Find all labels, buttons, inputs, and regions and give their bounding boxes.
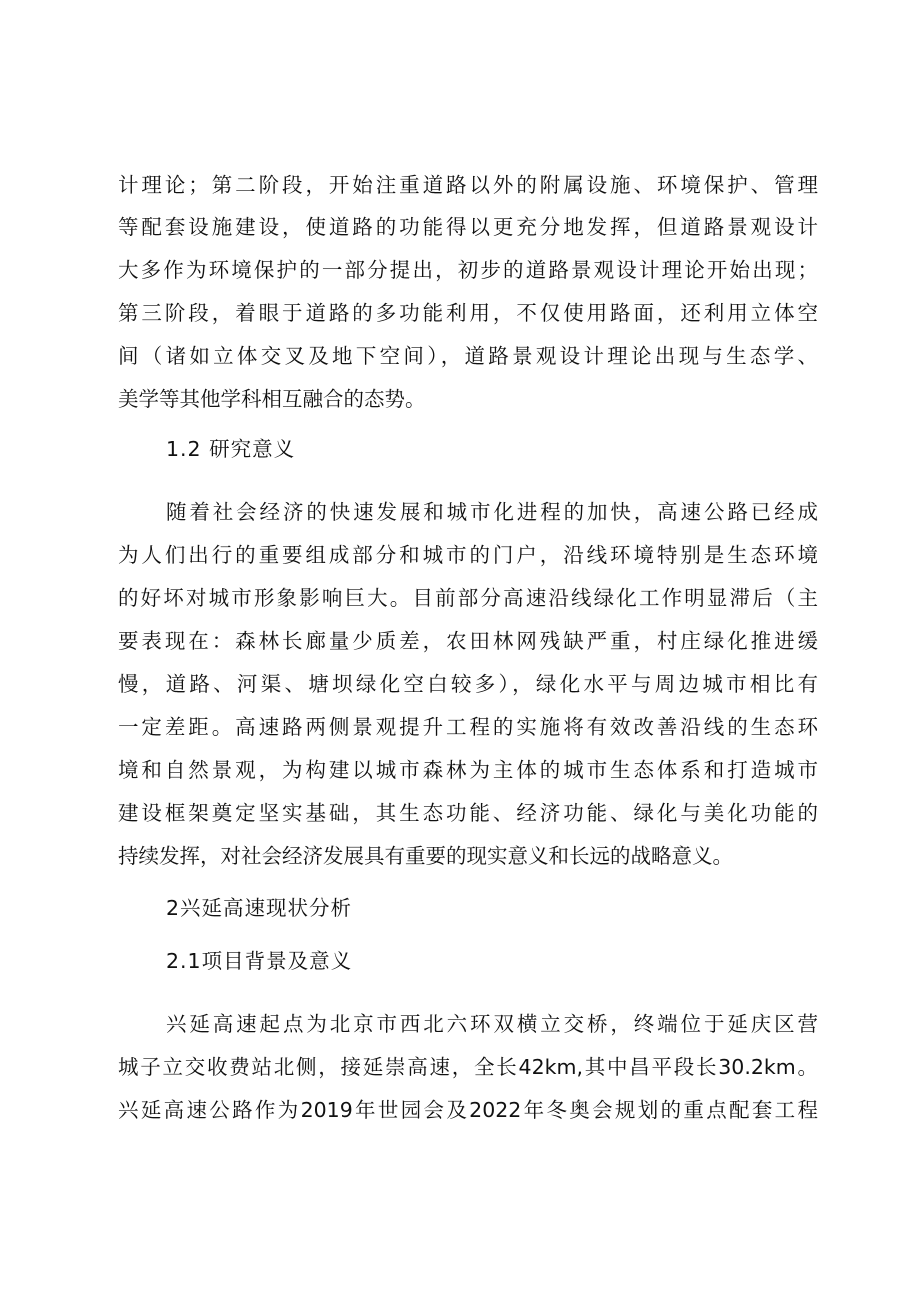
paragraph-line: 计理论；第二阶段，开始注重道路以外的附属设施、环境保护、管理 (118, 173, 818, 197)
paragraph-line: 建设框架奠定坚实基础，其生态功能、经济功能、绿化与美化功能的 (118, 801, 818, 825)
paragraph-line: 的好坏对城市形象影响巨大。目前部分高速沿线绿化工作明显滞后（主 (118, 586, 818, 610)
section-heading-2-1: 2.1项目背景及意义 (166, 949, 353, 973)
paragraph-line: 大多作为环境保护的一部分提出，初步的道路景观设计理论开始出现； (118, 258, 818, 282)
paragraph-line: 兴延高速起点为北京市西北六环双横立交桥，终端位于延庆区营 (166, 1012, 818, 1036)
section-heading-2: 2兴延高速现状分析 (166, 896, 353, 920)
paragraph-line: 慢，道路、河渠、塘坝绿化空白较多），绿化水平与周边城市相比有 (118, 672, 818, 696)
paragraph-line: 等配套设施建设，使道路的功能得以更充分地发挥，但道路景观设计 (118, 215, 818, 239)
paragraph-line: 兴延高速公路作为2019年世园会及2022年冬奥会规划的重点配套工程 (118, 1098, 818, 1122)
paragraph-line: 美学等其他学科相互融合的态势。 (118, 387, 426, 411)
paragraph-line: 境和自然景观，为构建以城市森林为主体的城市生态体系和打造城市 (118, 758, 818, 782)
paragraph-line: 第三阶段，着眼于道路的多功能利用，不仅使用路面，还利用立体空 (118, 301, 818, 325)
paragraph-line: 为人们出行的重要组成部分和城市的门户，沿线环境特别是生态环境 (118, 543, 818, 567)
paragraph-line: 城子立交收费站北侧，接延崇高速，全长42km,其中昌平段长30.2km。 (118, 1055, 818, 1079)
paragraph-line: 要表现在：森林长廊量少质差，农田林网残缺严重，村庄绿化推进缓 (118, 629, 818, 653)
paragraph-line: 随着社会经济的快速发展和城市化进程的加快，高速公路已经成 (166, 500, 818, 524)
paragraph-line: 一定差距。高速路两侧景观提升工程的实施将有效改善沿线的生态环 (118, 715, 818, 739)
paragraph-line: 间（诸如立体交叉及地下空间），道路景观设计理论出现与生态学、 (118, 344, 818, 368)
section-heading-1-2: 1.2 研究意义 (166, 437, 296, 461)
paragraph-line: 持续发挥，对社会经济发展具有重要的现实意义和长远的战略意义。 (118, 844, 733, 868)
